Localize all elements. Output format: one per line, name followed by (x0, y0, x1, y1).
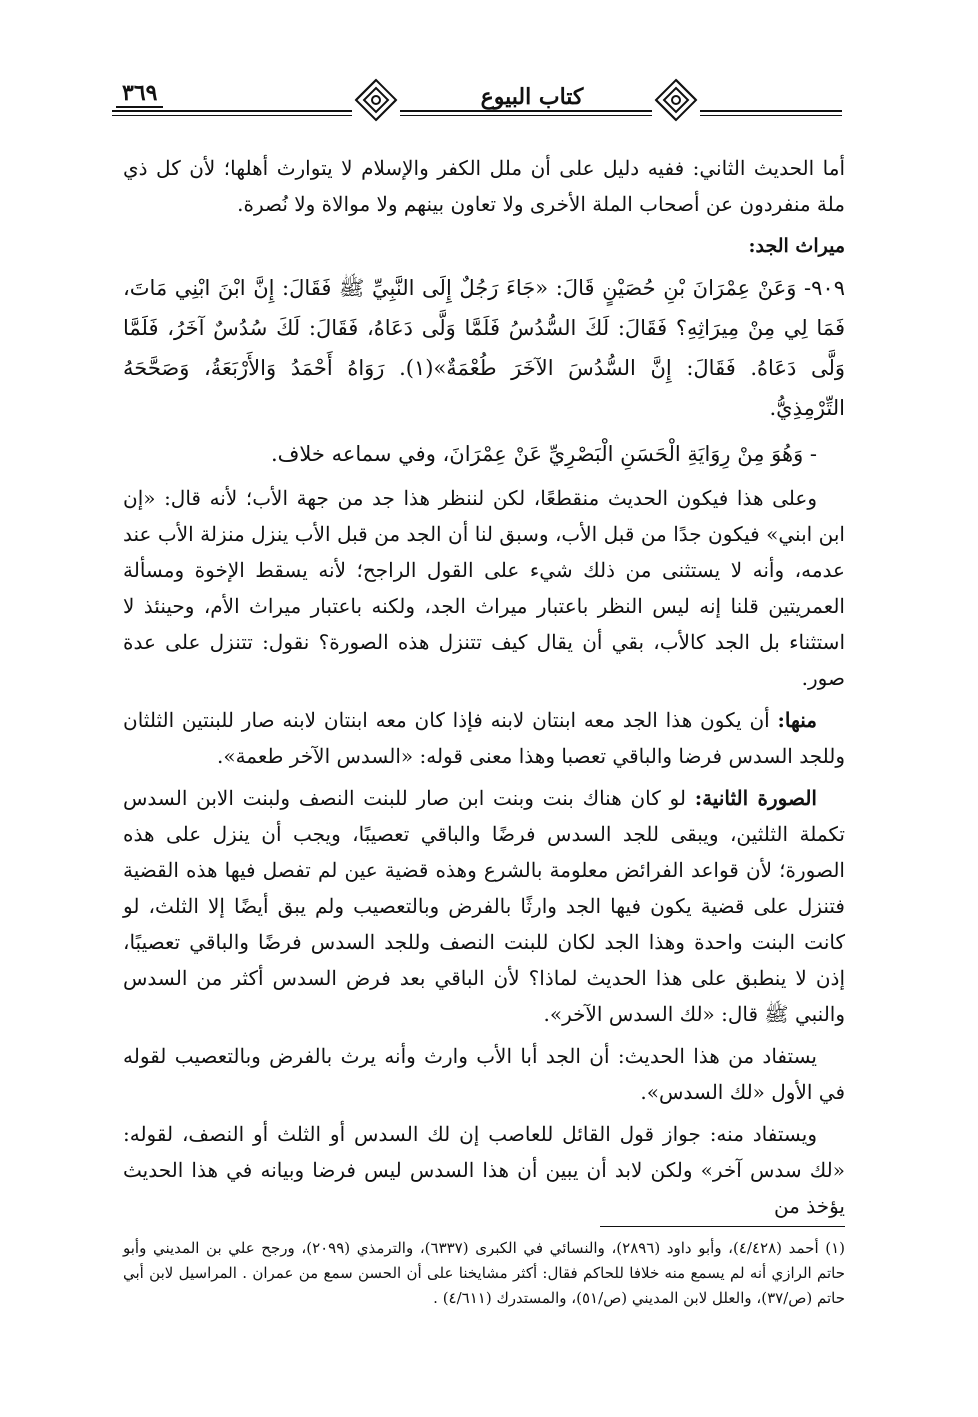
footnotes (123, 1236, 845, 1311)
footnote-1: (١) أحمد (٤/٤٢٨)، وأبو داود (٢٨٩٦)، والنسائي في الكبرى (٦٣٣٧)، والترمذي (٢٠٩٩)، ورجح علي بن المديني وأبو حاتم الرازي أنه لم يسمع منه خلافا للحاكم فقال: أكثر مشايخنا على أن الحسن سمع من عمران . المراسيل لابن أبي حاتم (ص/٣٧)، والعلل لابن المديني (ص/٥١)، والمستدرك (٤/٦١١) . (123, 1239, 845, 1307)
footnote-rule (600, 1226, 845, 1227)
hadith-text: ٩٠٩- وَعَنْ عِمْرَانَ بْنِ حُصَيْنٍ قَالَ: «جَاءَ رَجُلٌ إِلَى النَّبِيِّ ﷺ فَقَالَ: إِنَّ ابْنَ ابْنِي مَاتَ، فَمَا لِي مِنْ مِيرَاثِهِ؟ فَقَالَ: لَكَ السُّدُسُ فَلَمَّا وَلَّى دَعَاهُ، فَقَالَ: لَكَ سُدُسٌ آخَرُ، فَلَمَّا وَلَّى دَعَاهُ. فَقَالَ: إِنَّ السُّدُسَ الآخَرَ طُعْمَةٌ»(١). رَوَاهُ أَحْمَدُ وَالأَرْبَعَةُ، وَصَحَّحَهُ التِّرْمِذِيُّ. (123, 276, 845, 420)
paragraph-second-hadith: أما الحديث الثاني: ففيه دليل على أن ملل الكفر والإسلام لا يتوارث أهلها؛ لأن كل ذي ملة منفردون عن أصحاب الملة الأخرى ولا تعاون بينهم ولا موالاة ولا نُصرة. (123, 156, 845, 216)
first-case-text: أن يكون هذا الجد معه ابنتان لابنه فإذا كان معه ابنتان لابنه صار للبنتين الثلثان وللجد السدس فرضا والباقي تعصبا وهذا معنى قوله: «السدس الآخر طعمة». (123, 708, 845, 768)
second-case-text: لو كان هناك بنت وبنت ابن صار للبنت النصف ولبنت الابن السدس تكملة الثلثين، ويبقى للجد السدس فرضًا والباقي تعصيبًا، ويجب أن ينزل على هذه الصورة؛ لأن قواعد الفرائض معلومة بالشرع وهذه قضية عين لم تفصل فيها هذه القضية فتنزل على قضية يكون فيها الجد وارثًا بالفرض وبالتعصيب ولم يبق أيضًا إلا الثلث، لو كانت البنت واحدة وهذا الجد لكان للبنت النصف وللجد السدس فرضًا والباقي تعصيبًا، إذن لا ينطبق على هذا الحديث لماذا؟ لأن الباقي بعد فرض السدس أكثر من السدس والنبي ﷺ قال: «لك السدس الآخر». (123, 786, 845, 1026)
paragraph-second-case (123, 780, 845, 1032)
second-case-lead: الصورة الثانية: (694, 786, 817, 810)
paragraph-benefit-1: يستفاد من هذا الحديث: أن الجد أبا الأب وارث وأنه يرث بالفرض وبالتعصيب لقوله في الأول «لك السدس». (123, 1044, 845, 1104)
page-number: ٣٦٩ (116, 80, 163, 108)
hadith-note: - وَهُوَ مِنْ رِوَايَةِ الْحَسَنِ الْبَصْرِيِّ عَنْ عِمْرَانَ، وفي سماعه خلاف. (270, 442, 817, 466)
main-text (123, 150, 845, 1230)
section-heading: ميراث الجد: (748, 235, 845, 257)
running-title: كتاب البيوع (412, 84, 652, 110)
first-case-lead: منها: (777, 708, 817, 732)
ornament-left-icon (352, 76, 400, 124)
paragraph-benefit-2: ويستفاد منه: جواز قول القائل للعاصب إن لك السدس أو الثلث أو النصف، لقوله: «لك سدس آخر» ولكن لابد أن يبين أن هذا السدس ليس فرضا وبيانه في هذا الحديث يؤخذ من (123, 1122, 845, 1218)
paragraph-commentary: وعلى هذا فيكون الحديث منقطعًا، لكن لننظر هذا جد من جهة الأب؛ لأنه قال: «إن ابن ابني» فيكون جدًا من قبل الأب، وسبق لنا أن الجد من قبل الأب ينزل منزلة الأب عند عدمه، وأنه لا يستثنى من ذلك شيء على القول الراجح؛ لأنه يسقط الإخوة ومسألة العمريتين قلنا إنه ليس النظر باعتبار ميراث الجد، ولكنه باعتبار ميراث الأم، وحينئذ لا استثناء بل الجد كالأب، بقي أن يقال كيف تتنزل هذه الصورة؟ نقول: تتنزل على عدة صور. (123, 486, 845, 690)
ornament-right-icon (652, 76, 700, 124)
paragraph-first-case (123, 702, 845, 774)
page-header (112, 76, 842, 126)
header-rule-thin (112, 115, 842, 116)
header-rule (112, 110, 842, 112)
